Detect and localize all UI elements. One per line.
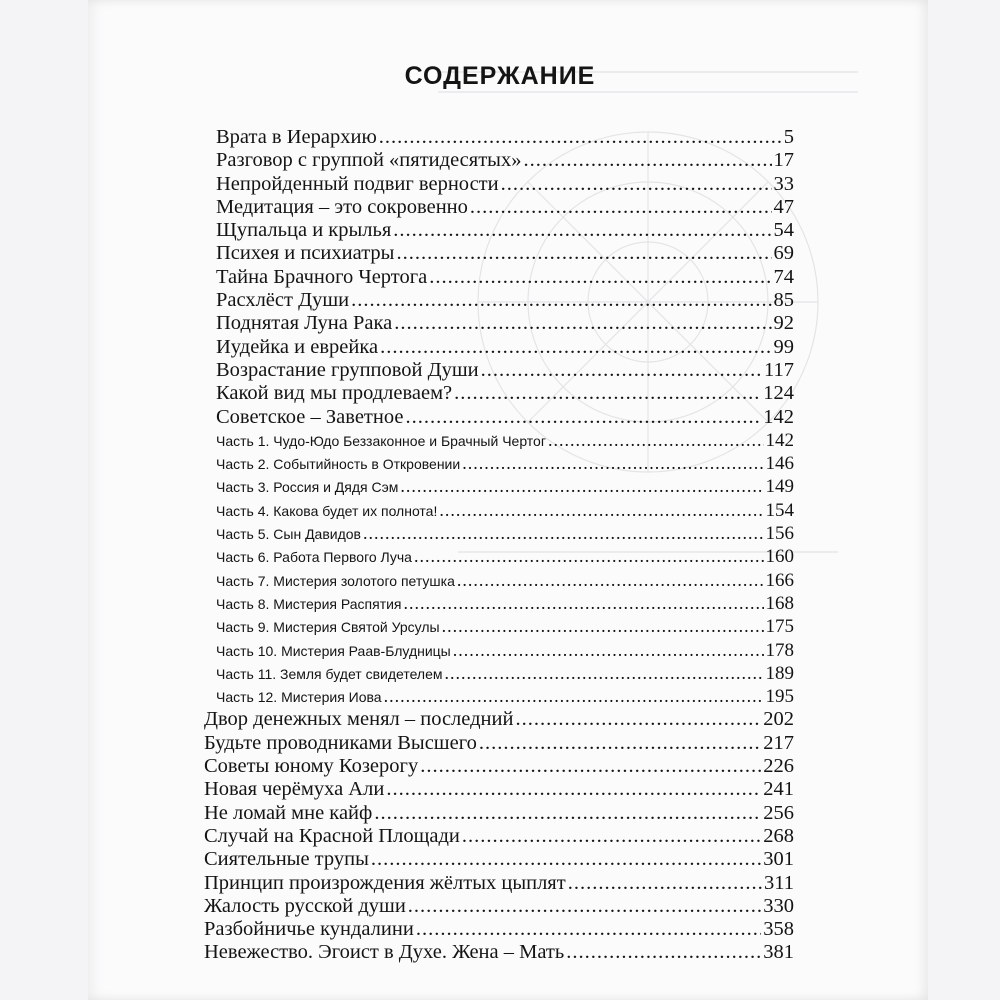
toc-entry-title: Советское – Заветное: [216, 405, 404, 428]
toc-entry-page-number: 175: [765, 616, 794, 638]
toc-entry: [200, 429, 794, 452]
dot-leader: [462, 825, 761, 848]
toc-entry-title: Часть 11. Земля будет свидетелем: [216, 665, 443, 682]
dot-leader: [384, 685, 764, 708]
toc-entry-page-number: 268: [763, 824, 794, 847]
dot-leader: [501, 173, 772, 196]
toc-entry: [200, 196, 794, 219]
dot-leader: [374, 802, 761, 825]
toc-entry-page-number: 381: [763, 941, 794, 964]
dot-leader: [568, 872, 762, 895]
dot-leader: [457, 569, 764, 592]
toc-entry-page-number: 195: [765, 686, 794, 708]
toc-title: СОДЕРЖАНИЕ: [404, 62, 596, 90]
toc-entry: [200, 802, 794, 825]
toc-entry: [200, 918, 794, 941]
dot-leader: [363, 522, 764, 545]
toc-entry-title: Невежество. Эгоист в Духе. Жена – Мать: [204, 941, 565, 964]
toc-entry-page-number: 117: [764, 358, 794, 381]
toc-entry-title: Часть 5. Сын Давидов: [216, 526, 361, 543]
toc-entry-page-number: 17: [773, 149, 794, 172]
dot-leader: [481, 359, 762, 382]
toc-entry: [200, 755, 794, 778]
toc-entry-page-number: 311: [764, 871, 794, 894]
dot-leader: [548, 429, 764, 452]
toc-entry-page-number: 156: [765, 523, 794, 545]
toc-entry-page-number: 301: [763, 848, 794, 871]
toc-entry: [200, 685, 794, 708]
dot-leader: [439, 499, 763, 522]
toc-entry: [200, 359, 794, 382]
toc-entry: [200, 592, 794, 615]
toc-entry-title: Новая черёмуха Али: [204, 778, 385, 801]
toc-entry: [200, 173, 794, 196]
dot-leader: [429, 266, 771, 289]
toc-entry: [200, 732, 794, 755]
toc-entry-title: Жалость русской души: [204, 894, 406, 917]
toc-entry-title: Двор денежных менял – последний: [204, 708, 514, 731]
toc-entry-title: Часть 6. Работа Первого Луча: [216, 549, 412, 566]
toc-entry-page-number: 47: [773, 195, 794, 218]
toc-entry-title: Часть 12. Мистерия Иова: [216, 689, 382, 706]
toc-entry-page-number: 178: [765, 639, 794, 661]
toc-entry-title: Врата в Иерархию: [216, 126, 377, 148]
toc-entry: [200, 289, 794, 312]
dot-leader: [405, 406, 761, 429]
dot-leader: [379, 126, 782, 149]
toc-entry: [200, 615, 794, 638]
toc-entry: [200, 941, 794, 964]
toc-entry-title: Часть 4. Какова будет их полнота!: [216, 502, 438, 519]
toc-entry-title: Расхлёст Души: [216, 289, 350, 312]
toc-entry: [200, 219, 794, 242]
toc-entry: [200, 639, 794, 662]
dot-leader: [371, 848, 761, 871]
dot-leader: [444, 662, 763, 685]
toc-entry-page-number: 160: [765, 546, 794, 568]
dot-leader: [420, 755, 761, 778]
toc-entry: [200, 569, 794, 592]
toc-entry-page-number: 168: [765, 592, 794, 614]
toc-entry-page-number: 92: [773, 312, 794, 335]
toc-entry: [200, 126, 794, 149]
toc-entry-title: Часть 10. Мистерия Раав-Блудницы: [216, 642, 451, 659]
toc-entry-title: Психея и психиатры: [216, 242, 395, 265]
toc-entry: [200, 312, 794, 335]
toc-entry-title: Непройденный подвиг верности: [216, 172, 499, 195]
toc-entry: [200, 336, 794, 359]
toc-entry-page-number: 166: [765, 569, 794, 591]
dot-leader: [523, 149, 771, 172]
toc-entry-title: Не ломай мне кайф: [204, 801, 373, 824]
toc-entry-title: Будьте проводниками Высшего: [204, 731, 477, 754]
toc-entry: [200, 895, 794, 918]
dot-leader: [515, 708, 761, 731]
toc-entry: [200, 848, 794, 871]
toc-entry-title: Часть 9. Мистерия Святой Урсулы: [216, 619, 440, 636]
toc-entry: [200, 149, 794, 172]
toc-entry-title: Разбойничье кундалини: [204, 918, 414, 941]
toc-entry: [200, 475, 794, 498]
dot-leader: [479, 732, 761, 755]
toc-entry-page-number: 217: [763, 731, 794, 754]
dot-leader: [400, 475, 763, 498]
toc-entry-title: Часть 1. Чудо-Юдо Беззаконное и Брачный Чертог: [216, 432, 546, 449]
toc-entry-page-number: 124: [763, 382, 794, 405]
toc-entry-title: Сиятельные трупы: [204, 848, 369, 871]
toc-entry-title: Часть 2. Событийность в Откровении: [216, 456, 461, 473]
toc-entry: [200, 452, 794, 475]
toc-entry-page-number: 54: [773, 219, 794, 242]
toc-entry-title: Иудейка и еврейка: [216, 335, 379, 358]
dot-leader: [462, 452, 763, 475]
dot-leader: [404, 592, 764, 615]
toc-entry-title: Щупальца и крылья: [216, 219, 392, 242]
toc-entry: [200, 708, 794, 731]
dot-leader: [442, 615, 764, 638]
toc-entry: [200, 545, 794, 568]
toc-entry-page-number: 33: [773, 172, 794, 195]
toc-entry-title: Возрастание групповой Души: [216, 358, 479, 381]
toc-entry: [200, 499, 794, 522]
toc-entry-page-number: 256: [763, 801, 794, 824]
toc-entry-page-number: 241: [763, 778, 794, 801]
toc-entry-page-number: 5: [783, 126, 794, 148]
dot-leader: [416, 918, 761, 941]
toc-entry-page-number: 149: [765, 476, 794, 498]
toc-entry-title: Часть 7. Мистерия золотого петушка: [216, 572, 455, 589]
dot-leader: [396, 242, 771, 265]
toc-entry: [200, 406, 794, 429]
toc-entry: [200, 382, 794, 405]
toc-entry-page-number: 146: [765, 453, 794, 475]
toc-entry-title: Медитация – это сокровенно: [216, 195, 468, 218]
toc-entry-page-number: 189: [765, 662, 794, 684]
toc-entry-page-number: 202: [763, 708, 794, 731]
toc-entry-page-number: 142: [765, 429, 794, 451]
dot-leader: [454, 382, 761, 405]
dot-leader: [414, 545, 764, 568]
dot-leader: [394, 312, 771, 335]
toc-entry: [200, 872, 794, 895]
dot-leader: [408, 895, 761, 918]
toc-entry-title: Случай на Красной Площади: [204, 824, 460, 847]
toc-entry-page-number: 99: [773, 335, 794, 358]
toc-entry-title: Часть 8. Мистерия Распятия: [216, 595, 402, 612]
toc-entry-page-number: 142: [763, 405, 794, 428]
toc-entry-title: Какой вид мы продлеваем?: [216, 382, 453, 405]
toc-entry: [200, 662, 794, 685]
toc-entry-title: Советы юному Козерогу: [204, 755, 419, 778]
toc-entry-page-number: 85: [773, 289, 794, 312]
toc-entry-page-number: 69: [773, 242, 794, 265]
toc-entry-page-number: 226: [763, 755, 794, 778]
toc-entry-page-number: 358: [763, 918, 794, 941]
toc-entry-page-number: 154: [765, 499, 794, 521]
toc-entry-title: Принцип произрождения жёлтых цыплят: [204, 871, 566, 894]
dot-leader: [453, 639, 764, 662]
table-of-contents: [200, 126, 794, 965]
toc-entry-title: Разговор с группой «пятидесятых»: [216, 149, 522, 172]
dot-leader: [386, 778, 761, 801]
toc-entry: [200, 242, 794, 265]
toc-entry: [200, 522, 794, 545]
dot-leader: [351, 289, 771, 312]
dot-leader: [380, 336, 771, 359]
toc-entry-title: Тайна Брачного Чертога: [216, 265, 428, 288]
dot-leader: [393, 219, 771, 242]
toc-entry: [200, 778, 794, 801]
toc-entry-page-number: 74: [773, 265, 794, 288]
toc-entry-title: Часть 3. Россия и Дядя Сэм: [216, 479, 399, 496]
toc-entry: [200, 825, 794, 848]
toc-entry-page-number: 330: [763, 894, 794, 917]
toc-entry-title: Поднятая Луна Рака: [216, 312, 393, 335]
dot-leader: [470, 196, 772, 219]
dot-leader: [566, 941, 761, 964]
toc-entry: [200, 266, 794, 289]
